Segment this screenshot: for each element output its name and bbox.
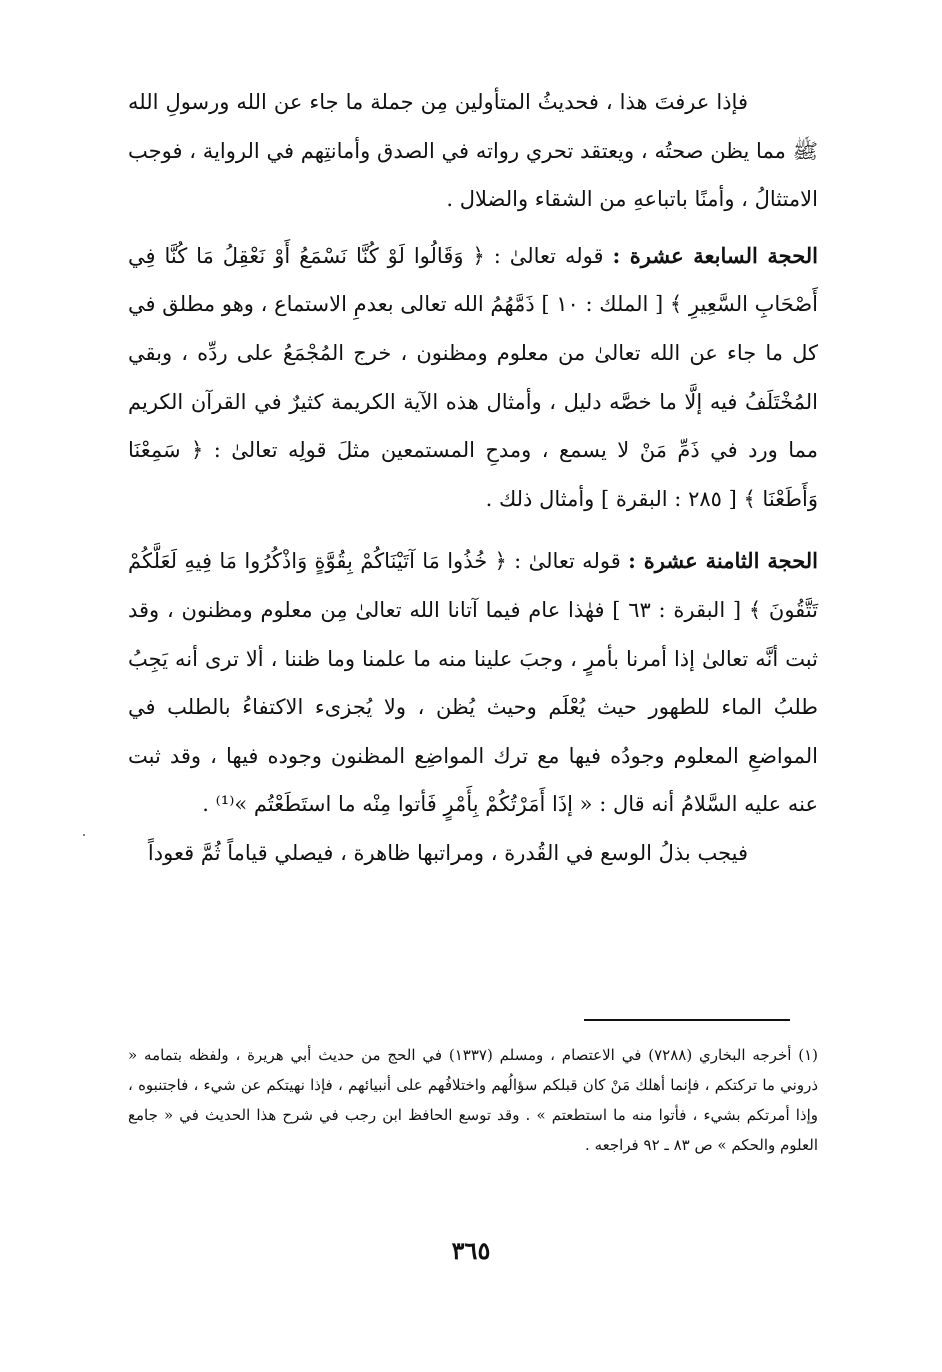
argument-heading: الحجة الثامنة عشرة : [628,548,818,574]
paragraph-continuation [128,829,818,878]
paragraph-text: قوله تعالىٰ : ﴿ خُذُوا مَا آتَيْنَاكُمْ بِقُوَّةٍ وَاذْكُرُوا مَا فِيهِ لَعَلَّكُمْ تَتَّقُونَ ﴾ [ البقرة : ٦٣ ] فهٰذا عام فيما آتانا الله تعالىٰ مِن معلوم ومظنون ، وقد ثبت أنَّه تعالىٰ إذا أمرنا بأمرٍ ، وجبَ علينا منه ما علمنا وما ظننا ، ألا ترى أنه يَجِبُ طلبُ الماء للطهور حيث يُعْلَم وحيث يُظن ، ولا يُجزىء الاكتفاءُ بالطلب في المواضعِ المعلوم وجودُه فيها مع ترك المواضِع المظنون وجوده فيها ، وقد ثبت عنه عليه السَّلامُ أنه قال : « إذَا أَمَرْتُكُمْ بِأَمْرٍ فَأتوا مِنْه ما استَطَعْتُم »⁽¹⁾ . [128,549,818,817]
paragraph-argument-18 [128,537,818,829]
main-text-block [128,78,818,878]
paragraph-argument-17 [128,232,818,524]
page-number: ٣٦٥ [451,1236,491,1265]
argument-heading: الحجة السابعة عشرة : [612,242,818,268]
footnote-1: (١) أخرجه البخاري (٧٢٨٨) في الاعتصام ، ومسلم (١٣٣٧) في الحج من حديث أبي هريرة ، ولفظه بتمامه « ذروني ما تركتكم ، فإنما أهلك مَنْ كان قبلكم سؤالُهم واختلافُهم على أنبيائهم ، فإذا نهيتكم عن شيء ، فاجتنبوه ، وإذا أمرتكم بشيء ، فأتوا منه ما استطعتم » . وقد توسع الحافظ ابن رجب في شرح هذا الحديث في « جامع العلوم والحكم » ص ٨٣ ـ ٩٢ فراجعه . [128,1046,819,1154]
margin-dot [83,834,85,836]
paragraph-text: فيجب بذلُ الوسع في القُدرة ، ومراتبها ظاهرة ، فيصلي قياماً ثُمَّ قعوداً [147,840,748,865]
paragraph-text: فإذا عرفتَ هذا ، فحديثُ المتأولين مِن جملة ما جاء عن الله ورسولِ الله ﷺ مما يظن صحتُه ، ويعتقد تحري رواته في الصدق وأمانتِهم في الرواية ، فوجب الامتثالُ ، وأمنًا باتباعهِ من الشقاء والضلال . [128,90,818,212]
footnotes-block [128,1040,818,1160]
footnote-divider [584,1019,790,1021]
paragraph-intro [128,78,818,224]
paragraph-text: قوله تعالىٰ : ﴿ وَقَالُوا لَوْ كُنَّا نَسْمَعُ أَوْ نَعْقِلُ مَا كُنَّا فِي أَصْحَابِ السَّعِيرِ ﴾ [ الملك : ١٠ ] ذَمَّهُمُ الله تعالى بعدمِ الاستماع ، وهو مطلق في كل ما جاء عن الله تعالىٰ من معلوم ومظنون ، خرج المُجْمَعُ على ردِّه ، وبقي المُخْتَلَفُ فيه إلَّا ما خصَّه دليل ، وأمثال هذه الآية الكريمة كثيرٌ في القرآن الكريم مما ورد في ذَمِّ مَنْ لا يسمع ، ومدحِ المستمعين مثلَ قولِه تعالىٰ : ﴿ سَمِعْنَا وَأَطَعْنَا ﴾ [ ٢٨٥ : البقرة ] وأمثال ذلك . [128,243,819,511]
